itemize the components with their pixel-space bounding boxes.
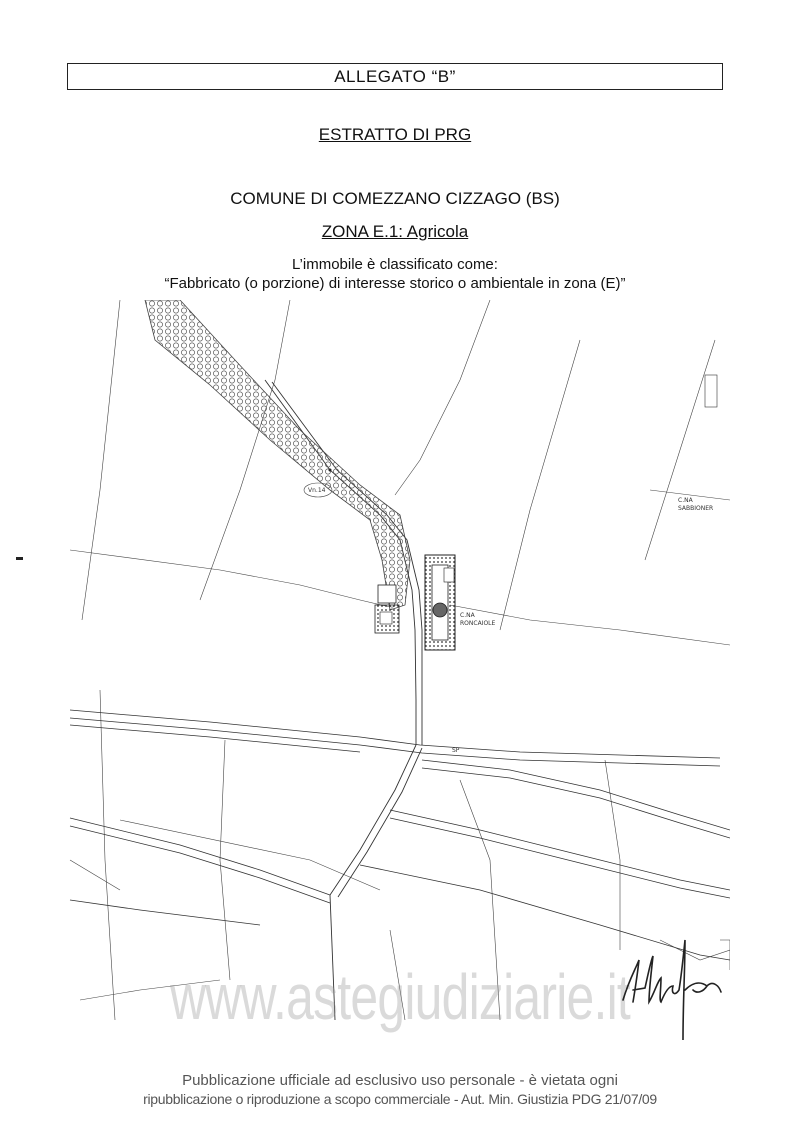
right-edge-marks xyxy=(705,375,730,970)
signature xyxy=(615,930,725,1040)
farm-sabbioner-prefix: C.NA xyxy=(678,497,693,504)
footer-notice-line-2: ripubblicazione o riproduzione a scopo commerciale - Aut. Min. Giustizia PDG 21/07/09 xyxy=(143,1091,657,1107)
farm-roncaiole-prefix: C.NA xyxy=(460,612,475,619)
protected-strip xyxy=(145,300,410,610)
watermark: www.astegiudiziarie.it xyxy=(169,961,631,1033)
road-code-label: Vn.14 xyxy=(308,487,326,494)
attachment-label: ALLEGATO “B” xyxy=(334,66,456,86)
footer-notice-line-1: Pubblicazione ufficiale ad esclusivo uso personale - è vietata ogni xyxy=(182,1072,618,1089)
margin-mark xyxy=(16,557,23,560)
point-marker xyxy=(329,469,332,472)
municipality-title: COMUNE DI COMEZZANO CIZZAGO (BS) xyxy=(230,189,560,208)
classification-value: “Fabbricato (o porzione) di interesse storico o ambientale in zona (E)” xyxy=(164,275,626,292)
farm-roncaiole-name: RONCAIOLE xyxy=(460,620,496,627)
extract-title: ESTRATTO DI PRG xyxy=(318,125,472,144)
farm-sabbioner-name: SABBIONER xyxy=(678,505,714,512)
attachment-header-box xyxy=(67,63,723,90)
culvert-code-label: SP xyxy=(452,747,460,754)
classification-intro: L’immobile è classificato come: xyxy=(292,256,498,273)
zone-title: ZONA E.1: Agricola xyxy=(321,222,469,241)
field-boundaries xyxy=(70,300,730,1020)
prg-map xyxy=(60,300,730,1020)
provincial-road-north xyxy=(70,710,730,838)
